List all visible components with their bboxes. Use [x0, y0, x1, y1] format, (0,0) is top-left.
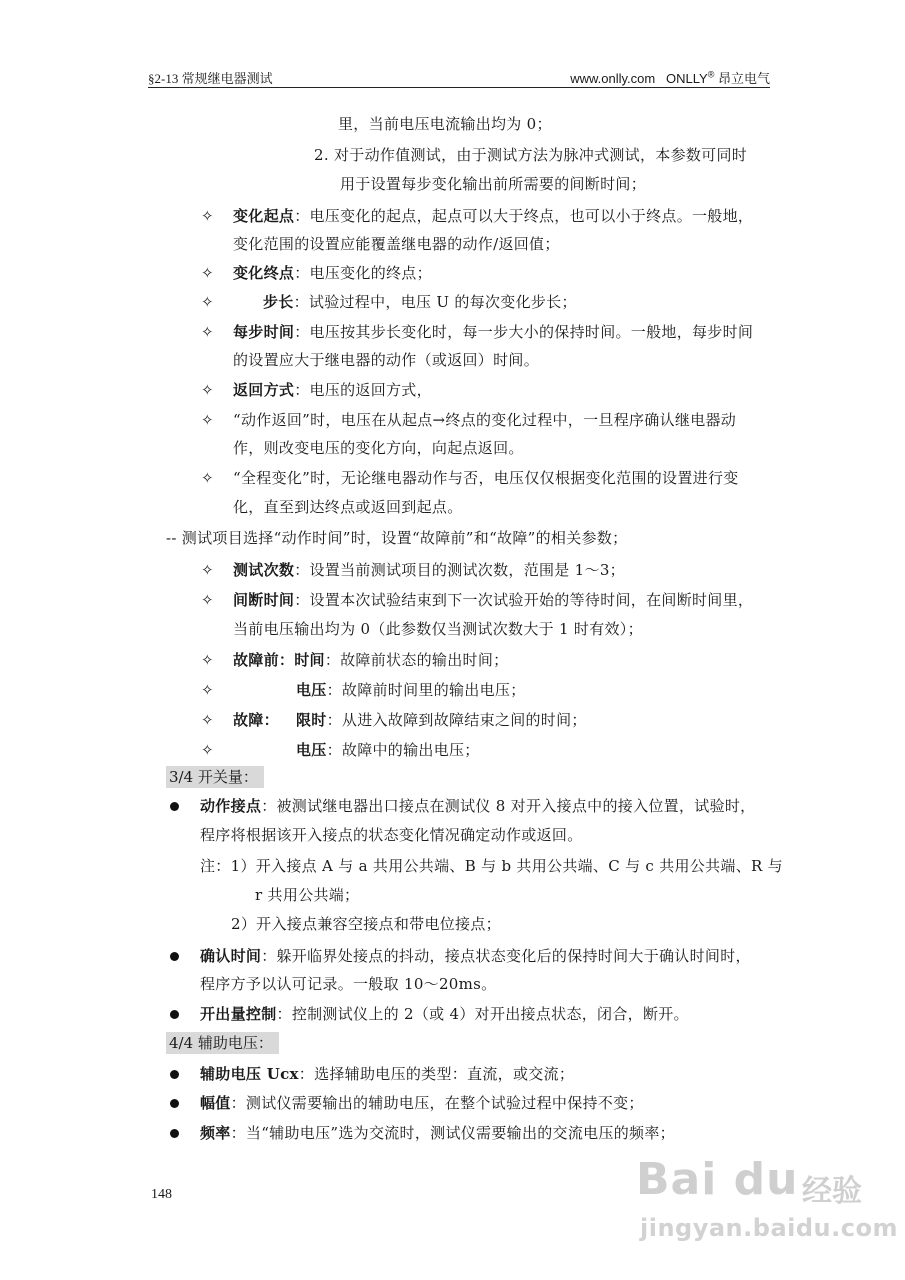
term: 每步时间	[233, 323, 295, 341]
param-fault-limit	[233, 710, 279, 730]
desc: ：故障前状态的输出时间；	[324, 651, 509, 669]
param-frequency	[200, 1123, 675, 1143]
header-rule	[148, 87, 770, 88]
diamond-bullet-icon: ✧	[201, 207, 214, 225]
term: 开出量控制	[200, 1005, 277, 1023]
param-confirm-time	[200, 946, 751, 966]
section-heading-aux: 4/4 辅助电压：	[166, 1032, 279, 1054]
bullet-dot-icon	[170, 1099, 179, 1108]
term: 返回方式	[233, 381, 295, 399]
param-step	[263, 292, 577, 312]
term: 测试次数	[233, 561, 295, 579]
diamond-bullet-icon: ✧	[201, 681, 214, 699]
text-line: 当前电压输出均为 0（此参数仅当测试次数大于 1 时有效）；	[233, 620, 643, 638]
desc: ：设置当前测试项目的测试次数，范围是 1～3；	[294, 561, 625, 579]
text-line: 2. 对于动作值测试，由于测试方法为脉冲式测试，本参数可同时	[314, 146, 748, 164]
desc: ：电压按其步长变化时，每一步大小的保持时间。一般地，每步时间	[294, 323, 754, 341]
diamond-bullet-icon: ✧	[201, 323, 214, 341]
param-step-time	[233, 322, 753, 342]
param-fault-limit-desc	[296, 710, 587, 730]
desc: ：设置本次试验结束到下一次试验开始的等待时间，在间断时间里，	[294, 591, 754, 609]
sub-term: 电压	[296, 681, 327, 699]
desc: ：电压变化的终点；	[294, 264, 432, 282]
term: 频率	[200, 1124, 231, 1142]
baidu-jingyan-watermark	[620, 1140, 898, 1270]
bullet-dot-icon	[170, 952, 179, 961]
term: 辅助电压 Ucx	[200, 1065, 299, 1083]
bullet-dot-icon	[170, 802, 179, 811]
page-number: 148	[151, 1187, 172, 1202]
section-heading-switch: 3/4 开关量：	[166, 766, 264, 788]
diamond-bullet-icon: ✧	[201, 469, 214, 487]
note-line: 2）开入接点兼容空接点和带电位接点；	[231, 915, 501, 933]
diamond-bullet-icon: ✧	[201, 561, 214, 579]
watermark-logo: Bai du	[636, 1154, 799, 1205]
desc: ：从进入故障到故障结束之间的时间；	[326, 711, 587, 729]
header-url: www.onlly.com	[570, 71, 656, 86]
text-line: 化，直至到达终点或返回到起点。	[233, 498, 463, 516]
param-gap	[233, 590, 753, 610]
bullet-dot-icon	[170, 1010, 179, 1019]
term: 幅值	[200, 1094, 231, 1112]
diamond-bullet-icon: ✧	[201, 591, 214, 609]
param-pre-fault-volt	[296, 680, 526, 700]
param-output-control	[200, 1004, 689, 1024]
diamond-bullet-icon: ✧	[201, 741, 214, 759]
term: 变化终点	[233, 264, 295, 282]
param-amplitude	[200, 1093, 644, 1113]
colon: ：	[263, 711, 279, 729]
term: 动作接点	[200, 797, 262, 815]
sub-term: 电压	[296, 741, 327, 759]
desc: ：故障中的输出电压；	[326, 741, 480, 759]
sub-term: 限时	[296, 711, 327, 729]
desc: ：电压变化的起点，起点可以大于终点，也可以小于终点。一般地，	[294, 207, 754, 225]
desc: ：电压的返回方式，	[294, 381, 432, 399]
page-header	[148, 68, 770, 88]
param-end	[233, 263, 432, 283]
text-line: 用于设置每步变化输出前所需要的间断时间；	[340, 175, 647, 193]
registered-mark: ®	[707, 69, 715, 80]
desc: ：试验过程中，电压 U 的每次变化步长；	[293, 293, 577, 311]
param-start	[233, 206, 753, 226]
text-line: -- 测试项目选择“动作时间”时，设置“故障前”和“故障”的相关参数；	[166, 529, 628, 547]
text-line: 里，当前电压电流输出均为 0；	[338, 115, 552, 133]
text-line: “全程变化”时，无论继电器动作与否，电压仅仅根据变化范围的设置进行变	[233, 469, 739, 487]
watermark-url: jingyan.baidu.com	[640, 1214, 898, 1242]
note-line: r 共用公共端；	[255, 886, 360, 904]
desc: ：当“辅助电压”选为交流时，测试仪需要输出的交流电压的频率；	[230, 1124, 675, 1142]
param-pre-fault-time	[233, 650, 508, 670]
term: 步长	[263, 293, 294, 311]
desc: ：测试仪需要输出的辅助电压，在整个试验过程中保持不变；	[230, 1094, 644, 1112]
desc: ：选择辅助电压的类型：直流，或交流；	[298, 1065, 575, 1083]
diamond-bullet-icon: ✧	[201, 711, 214, 729]
watermark-cn: 经验	[802, 1174, 862, 1209]
text-line: “动作返回”时，电压在从起点→终点的变化过程中，一旦程序确认继电器动	[233, 411, 737, 429]
param-return	[233, 380, 432, 400]
sub-term: ：时间	[278, 651, 325, 669]
param-action-contact	[200, 796, 756, 816]
term: 间断时间	[233, 591, 295, 609]
term: 故障前	[233, 651, 279, 669]
header-brand	[570, 68, 770, 87]
diamond-bullet-icon: ✧	[201, 264, 214, 282]
diamond-bullet-icon: ✧	[201, 293, 214, 311]
term: 故障	[233, 711, 264, 729]
text-line: 变化范围的设置应能覆盖继电器的动作/返回值；	[233, 235, 560, 253]
diamond-bullet-icon: ✧	[201, 651, 214, 669]
text-line: 作，则改变电压的变化方向，向起点返回。	[233, 439, 524, 457]
diamond-bullet-icon: ✧	[201, 381, 214, 399]
text-line: 程序方予以认可记录。一般取 10～20ms。	[200, 975, 497, 993]
param-fault-volt	[296, 740, 480, 760]
param-count	[233, 560, 625, 580]
desc: ：躲开临界处接点的抖动，接点状态变化后的保持时间大于确认时间时，	[261, 947, 751, 965]
desc: ：被测试继电器出口接点在测试仪 8 对开入接点中的接入位置，试验时，	[261, 797, 756, 815]
term: 确认时间	[200, 947, 262, 965]
desc: ：故障前时间里的输出电压；	[326, 681, 526, 699]
text-line: 程序将根据该开入接点的状态变化情况确定动作或返回。	[200, 826, 583, 844]
chapter-title: §2-13 常规继电器测试	[148, 71, 273, 86]
bullet-dot-icon	[170, 1129, 179, 1138]
text-line: 的设置应大于继电器的动作（或返回）时间。	[233, 351, 540, 369]
bullet-dot-icon	[170, 1070, 179, 1079]
header-company: 昂立电气	[717, 72, 770, 87]
header-brand-name: ONLLY	[666, 71, 708, 86]
term: 变化起点	[233, 207, 295, 225]
param-aux-voltage	[200, 1064, 574, 1084]
desc: ：控制测试仪上的 2（或 4）对开出接点状态，闭合，断开。	[276, 1005, 689, 1023]
diamond-bullet-icon: ✧	[201, 411, 214, 429]
note-line: 注：1）开入接点 A 与 a 共用公共端、B 与 b 共用公共端、C 与 c 共用公共端、R 与	[200, 857, 783, 875]
